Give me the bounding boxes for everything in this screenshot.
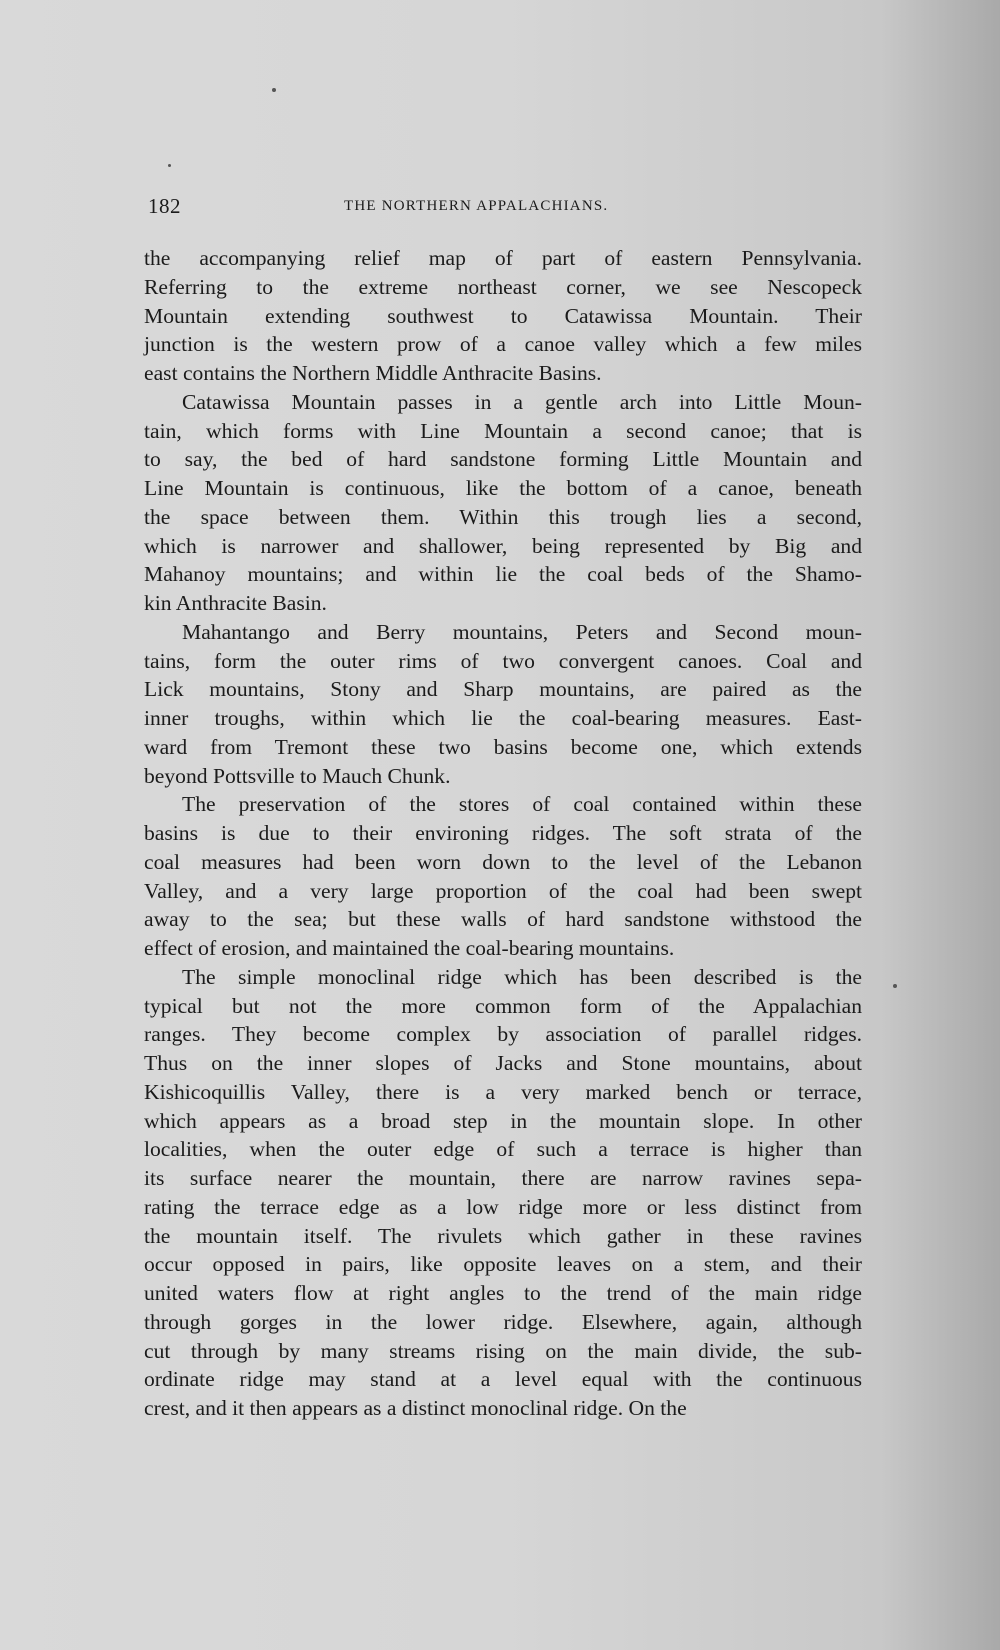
- text-line: away to the sea; but these walls of hard sandstone withstood the: [144, 907, 862, 932]
- text-line: which appears as a broad step in the mountain slope. In other: [144, 1108, 862, 1133]
- text-line: junction is the western prow of a canoe valley which a few miles: [144, 332, 862, 357]
- text-line: to say, the bed of hard sandstone forming Little Mountain and: [144, 447, 862, 472]
- text-line: Mahantango and Berry mountains, Peters and Second moun-: [182, 619, 862, 644]
- text-line: basins is due to their environing ridges. The soft strata of the: [144, 821, 862, 845]
- text-line: ranges. They become complex by association of parallel ridges.: [144, 1022, 862, 1047]
- text-line: Line Mountain is continuous, like the bottom of a canoe, beneath: [144, 476, 862, 500]
- page-number: 182: [148, 194, 181, 218]
- text-line: beyond Pottsville to Mauch Chunk.: [144, 763, 451, 788]
- body-text: [144, 244, 862, 1423]
- text-line: Thus on the inner slopes of Jacks and Stone mountains, about: [144, 1051, 862, 1075]
- text-line: the space between them. Within this trough lies a second,: [144, 504, 862, 529]
- text-line: the mountain itself. The rivulets which gather in these ravines: [144, 1223, 862, 1248]
- text-line: coal measures had been worn down to the level of the Lebanon: [144, 849, 862, 874]
- text-line: localities, when the outer edge of such a terrace is higher than: [144, 1137, 862, 1162]
- text-line: Mountain extending southwest to Catawissa Mountain. Their: [144, 303, 862, 328]
- text-line: Referring to the extreme northeast corner, we see Nescopeck: [144, 274, 862, 299]
- text-line: rating the terrace edge as a low ridge more or less distinct from: [144, 1194, 862, 1219]
- text-line: east contains the Northern Middle Anthracite Basins.: [144, 361, 602, 385]
- paper-speck: [893, 984, 897, 988]
- text-line: typical but not the more common form of the Appalachian: [144, 993, 862, 1018]
- paper-speck: [272, 88, 276, 92]
- text-line: Kishicoquillis Valley, there is a very marked bench or terrace,: [144, 1079, 862, 1104]
- text-line: Valley, and a very large proportion of the coal had been swept: [144, 878, 862, 903]
- paragraph: [144, 388, 862, 618]
- paper-speck: [168, 164, 171, 167]
- text-line: Lick mountains, Stony and Sharp mountains, are paired as the: [144, 677, 862, 702]
- text-line: Mahanoy mountains; and within lie the coal beds of the Shamo-: [144, 562, 862, 587]
- paragraph: [144, 618, 862, 791]
- text-line: The preservation of the stores of coal contained within these: [182, 792, 862, 817]
- text-line: kin Anthracite Basin.: [144, 591, 327, 615]
- paragraph: [144, 790, 862, 963]
- running-head: THE NORTHERN APPALACHIANS.: [344, 198, 609, 214]
- paragraph: [144, 963, 862, 1423]
- text-line: united waters flow at right angles to the trend of the main ridge: [144, 1281, 862, 1305]
- text-line: crest, and it then appears as a distinct monoclinal ridge. On the: [144, 1396, 687, 1420]
- text-line: ward from Tremont these two basins become one, which extends: [144, 734, 862, 759]
- page-header: [148, 194, 864, 222]
- text-line: ordinate ridge may stand at a level equal with the continuous: [144, 1367, 862, 1392]
- text-line: tains, form the outer rims of two convergent canoes. Coal and: [144, 648, 862, 673]
- text-line: through gorges in the lower ridge. Elsewhere, again, although: [144, 1309, 862, 1334]
- paragraph: [144, 244, 862, 388]
- text-line: inner troughs, within which lie the coal-bearing measures. East-: [144, 706, 862, 730]
- text-line: occur opposed in pairs, like opposite leaves on a stem, and their: [144, 1252, 862, 1277]
- text-line: tain, which forms with Line Mountain a second canoe; that is: [144, 418, 862, 443]
- text-line: effect of erosion, and maintained the coal-bearing mountains.: [144, 936, 675, 960]
- text-line: The simple monoclinal ridge which has been described is the: [182, 964, 862, 989]
- text-line: the accompanying relief map of part of eastern Pennsylvania.: [144, 246, 862, 270]
- text-line: Catawissa Mountain passes in a gentle arch into Little Moun-: [182, 389, 862, 414]
- text-line: its surface nearer the mountain, there are narrow ravines sepa-: [144, 1166, 862, 1190]
- text-line: which is narrower and shallower, being represented by Big and: [144, 533, 862, 558]
- text-line: cut through by many streams rising on the main divide, the sub-: [144, 1338, 862, 1363]
